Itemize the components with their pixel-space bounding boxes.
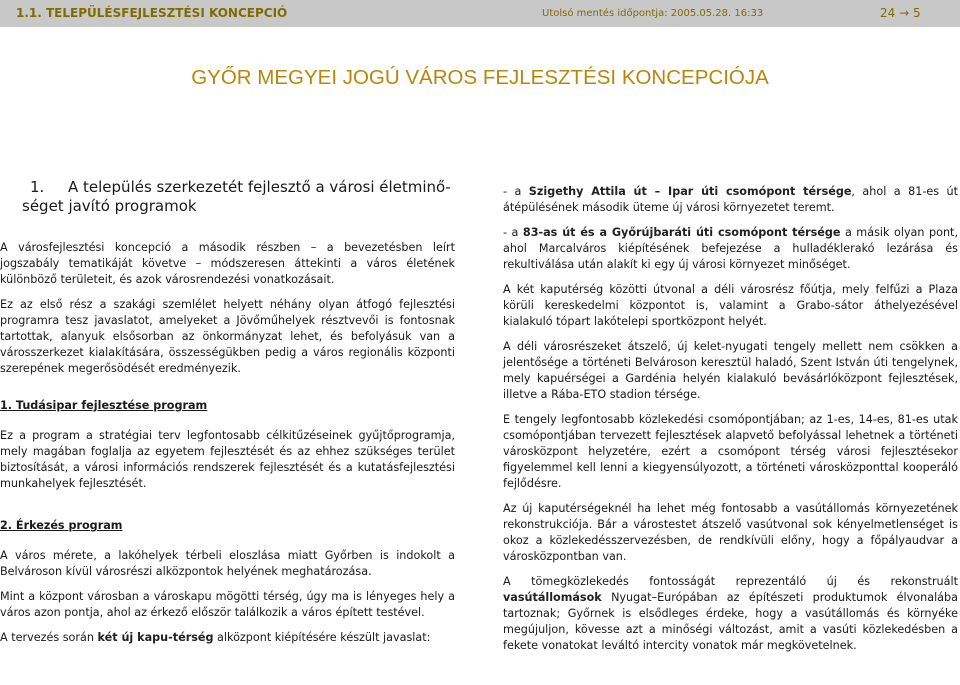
paragraph: A két kaputérség közötti útvonal a déli városrész főútja, mely felfűzi a Plaza körüli kereskedelmi központot is, valamint a Grabo-sátor áthelyezésével kialakuló tópart lakótelepi sportközpont helyét.: [503, 283, 958, 328]
right-column: [503, 184, 958, 663]
paragraph: A déli városrészeket átszelő, új kelet-nyugati tengely mellett nem csökken a jelentősége a történeti Belvároson keresztül haladó, Szent István úti tengelynek, mely kapuérségei a Gardénia helyén kialakuló bevásárlóközpont fejlesztések, illetve a Rába-ETO stadion térsége.: [503, 340, 958, 401]
bullet-item: - a Szigethy Attila út – Ipar úti csomópont térsége, ahol a 81-es út átépülésének második üteme új városi környezetet teremt.: [503, 185, 958, 214]
document-title: GYŐR MEGYEI JOGÚ VÁROS FEJLESZTÉSI KONCEPCIÓJA: [191, 66, 769, 89]
paragraph: E tengely legfontosabb közlekedési csomópontjában; az 1-es, 14-es, 81-es utak csomópontjában tervezett fejlesztések alapvető befolyással lehetnek a történeti városközpont helyzetére, ezért a csomópont térség városi fejlesztésekor figyelemmel kell lenni a kiegyensúlyozott, a történeti városközponttal kooperáló fejlődésre.: [503, 413, 958, 490]
paragraph: A városfejlesztési koncepció a második részben – a bevezetésben leírt jogszabály tematikáját követve – módszeresen áttekinti a város életének különböző területeit, és azok városrendezési vonatkozásait.: [0, 241, 455, 286]
section-title-line1: A település szerkezetét fejlesztő a városi életminő-: [68, 178, 451, 196]
subheading-erkezes: 2. Érkezés program: [0, 519, 123, 532]
paragraph: Ez az első rész a szakági szemlélet helyett néhány olyan átfogó fejlesztési programra tesz javaslatot, amelyeket a Jövőműhelyek résztvevői is fontosnak tartottak, alanyuk elsősorban az önkormányzat lehet, és befolyásuk van a városszerkezet kialakítására, összességükben pedig a város regionális központi szerepének megerősödését eredményezik.: [0, 298, 455, 375]
paragraph: Az új kaputérségeknél ha lehet még fontosabb a vasútállomás környezetének rekonstrukciója. Bár a várostestet átszelő vasútvonal sok kényelmetlenséget is okoz a közlekedésszervezésben, de rendkívüli előny, hogy a főpályaudvar a városközpontban van.: [503, 502, 958, 563]
left-column: [0, 240, 455, 655]
header-chapter-title: 1.1. TELEPÜLÉSFEJLESZTÉSI KONCEPCIÓ: [16, 6, 288, 20]
paragraph: A város mérete, a lakóhelyek térbeli eloszlása miatt Győrben is indokolt a Belvároson kívül városrészi alközpontok helyének meghatározása.: [0, 549, 455, 578]
section-number: 1.: [30, 178, 45, 196]
bullet-item: - a 83-as út és a Győrújbaráti úti csomópont térsége a másik olyan pont, ahol Marcalváros kiépítésének befejezése a hulladéklerakó lezárása és rekultiválása után alakít ki egy új városi környezet minőséget.: [503, 226, 958, 271]
paragraph: Mint a központ városban a városkapu mögötti térség, úgy ma is lényeges hely a város azon pontja, ahol az érkező először találkozik a város épített testével.: [0, 590, 455, 619]
header-page-number: 24 → 5: [880, 6, 921, 20]
paragraph: A tömegközlekedés fontosságát reprezentáló új és rekonstruált vasútállomások Nyugat–Európában az építészeti produktumok élvonalába tartoznak; Győrnek is elsődleges érdeke, hogy a vasútállomás és környéke megújuljon, kövesse azt a minőségi változást, amit a vasúti közlekedésben a fekete vonatokat leváltó intercity vonatok már megkövetelnek.: [503, 575, 958, 652]
paragraph: A tervezés során két új kapu-térség alközpont kiépítésére készült javaslat:: [0, 631, 431, 644]
section-title-line2: séget javító programok: [22, 197, 197, 215]
paragraph: Ez a program a stratégiai terv legfontosabb célkitűzéseinek gyűjtőprogramja, mely magában foglalja az egyetem fejlesztését és az ehhez szükséges terület biztosítását, a városi információs rendszerek fejlesztését és a kutatásfejlesztési munkahelyek fejlesztését.: [0, 429, 455, 490]
header-save-date: Utolsó mentés időpontja: 2005.05.28. 16:33: [542, 8, 764, 19]
page-header: [0, 0, 960, 27]
subheading-tudasipar: 1. Tudásipar fejlesztése program: [0, 399, 208, 412]
